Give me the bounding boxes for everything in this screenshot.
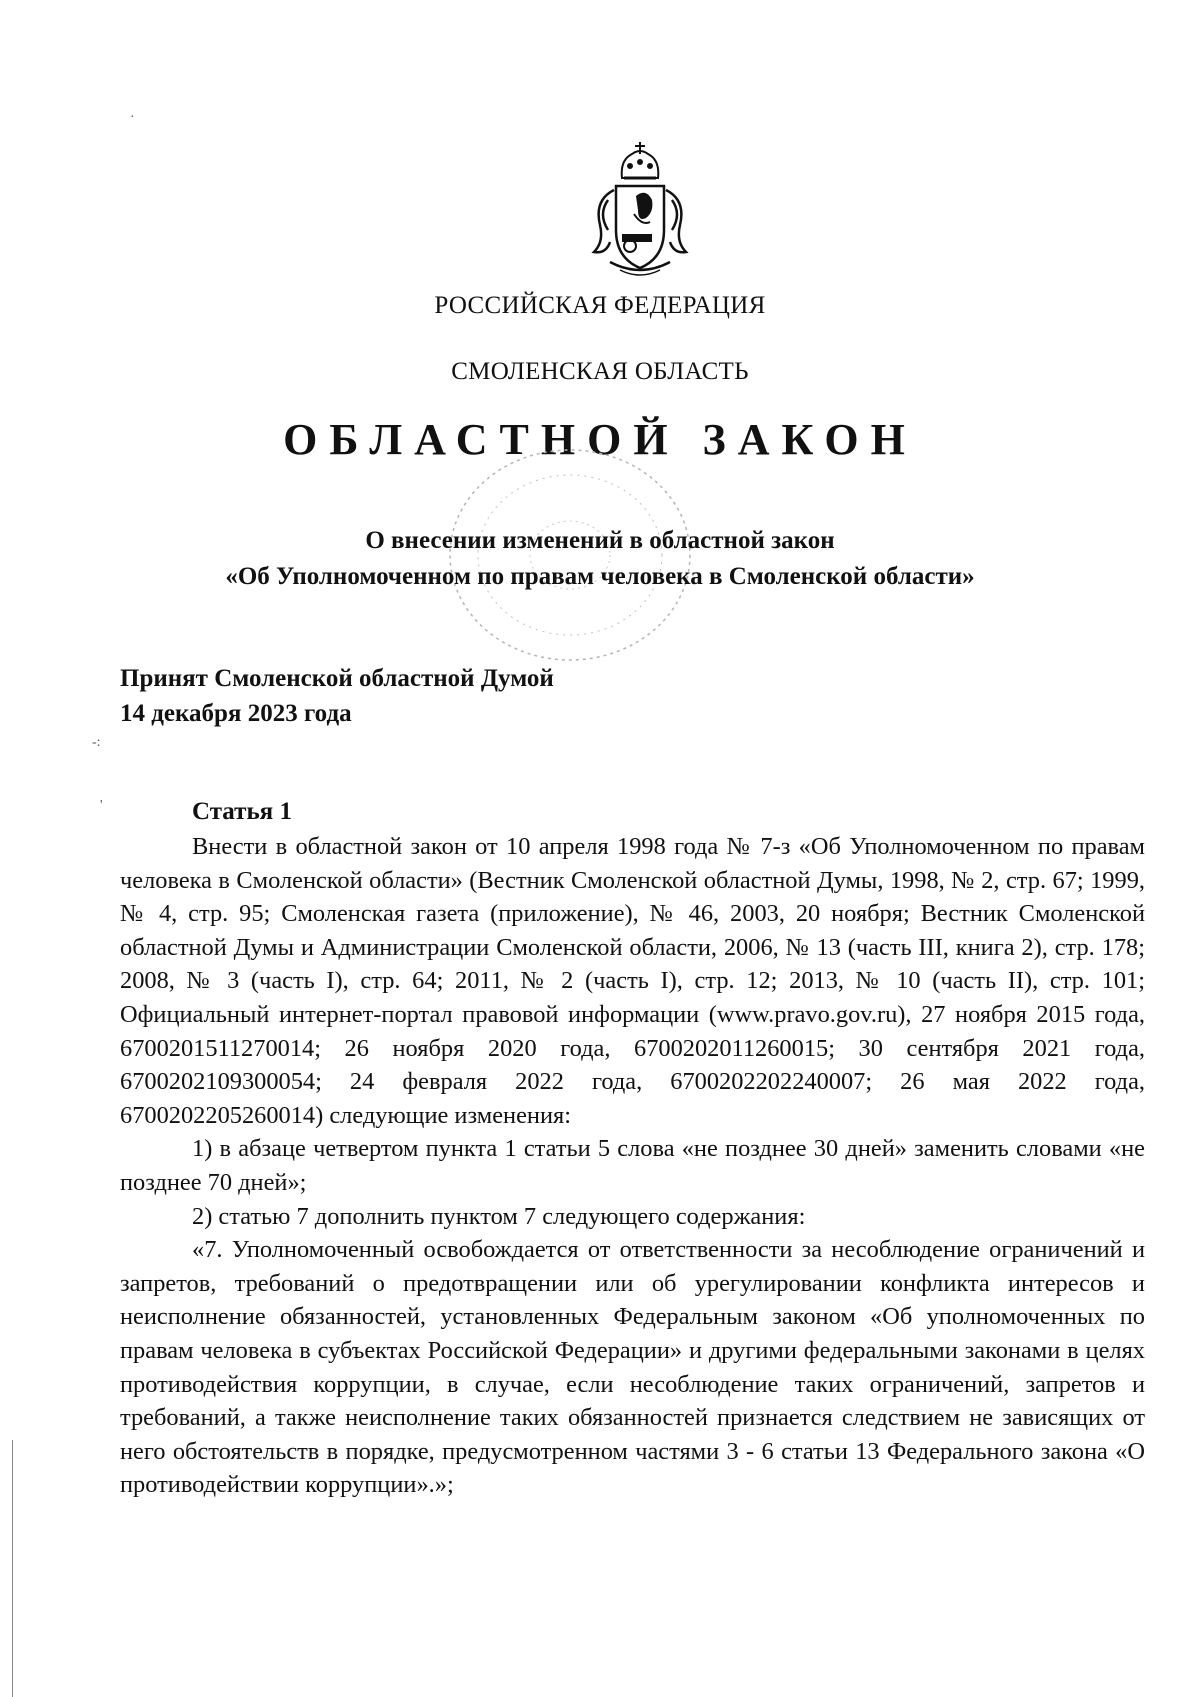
document-type-heading: ОБЛАСТНОЙ ЗАКОН	[283, 415, 917, 464]
article-paragraph: Внести в областной закон от 10 апреля 1998 года № 7-з «Об Уполномоченном по правам человека в Смоленской области» (Вестник Смоленской областной Думы, 1998, № 2, стр. 67; 1999, № 4, стр. 95; Смоленская газета (приложение), № 46, 2003, 20 ноября; Вестник Смоленской областной Думы и Администрации Смоленской области, 2006, № 13 (часть III, книга 2), стр. 178; 2008, № 3 (часть I), стр. 64; 2011, № 2 (часть I), стр. 12; 2013, № 10 (часть II), стр. 101; Официальный интернет-портал правовой информации (www.pravo.gov.ru), 27 ноября 2015 года, 6700201511270014; 26 ноября 2020 года, 6700202011260015; 30 сентября 2021 года, 6700202109300054; 24 февраля 2022 года, 6700202202240007; 26 мая 2022 года, 6700202205260014) следующие изменения:	[120, 833, 1145, 1129]
article-heading: Статья 1	[192, 798, 292, 825]
article-body	[120, 830, 1145, 1502]
coat-of-arms-emblem	[580, 130, 700, 280]
article-paragraph: 1) в абзаце четвертом пункта 1 статьи 5 слова «не позднее 30 дней» заменить словами «не позднее 70 дней»;	[120, 1135, 1145, 1196]
region-heading: СМОЛЕНСКАЯ ОБЛАСТЬ	[451, 358, 749, 385]
scan-speck: ·	[130, 110, 135, 125]
law-title-line-2: «Об Уполномоченном по правам человека в Смоленской области»	[225, 563, 975, 590]
scan-speck: '	[100, 798, 103, 813]
scan-speck: -:	[92, 735, 101, 750]
country-heading: РОССИЙСКАЯ ФЕДЕРАЦИЯ	[434, 292, 766, 319]
official-stamp	[440, 440, 700, 670]
law-title-line-1: О внесении изменений в областной закон	[365, 527, 835, 554]
scan-edge-line	[12, 1440, 13, 1697]
adopted-by: Принят Смоленской областной Думой	[120, 665, 554, 692]
article-paragraph: «7. Уполномоченный освобождается от ответственности за несоблюдение ограничений и запретов, требований о предотвращении или об урегулировании конфликта интересов и неисполнение обязанностей, установленных Федеральным законом «Об уполномоченных по правам человека в субъектах Российской Федерации» и другими федеральными законами в целях противодействия коррупции, в случае, если несоблюдение таких ограничений, запретов и требований, а также неисполнение таких обязанностей признается следствием не зависящих от него обстоятельств в порядке, предусмотренном частями 3 - 6 статьи 13 Федерального закона «О противодействии коррупции».»;	[120, 1236, 1145, 1499]
adoption-date: 14 декабря 2023 года	[120, 700, 352, 727]
article-paragraph: 2) статью 7 дополнить пунктом 7 следующего содержания:	[192, 1202, 806, 1230]
